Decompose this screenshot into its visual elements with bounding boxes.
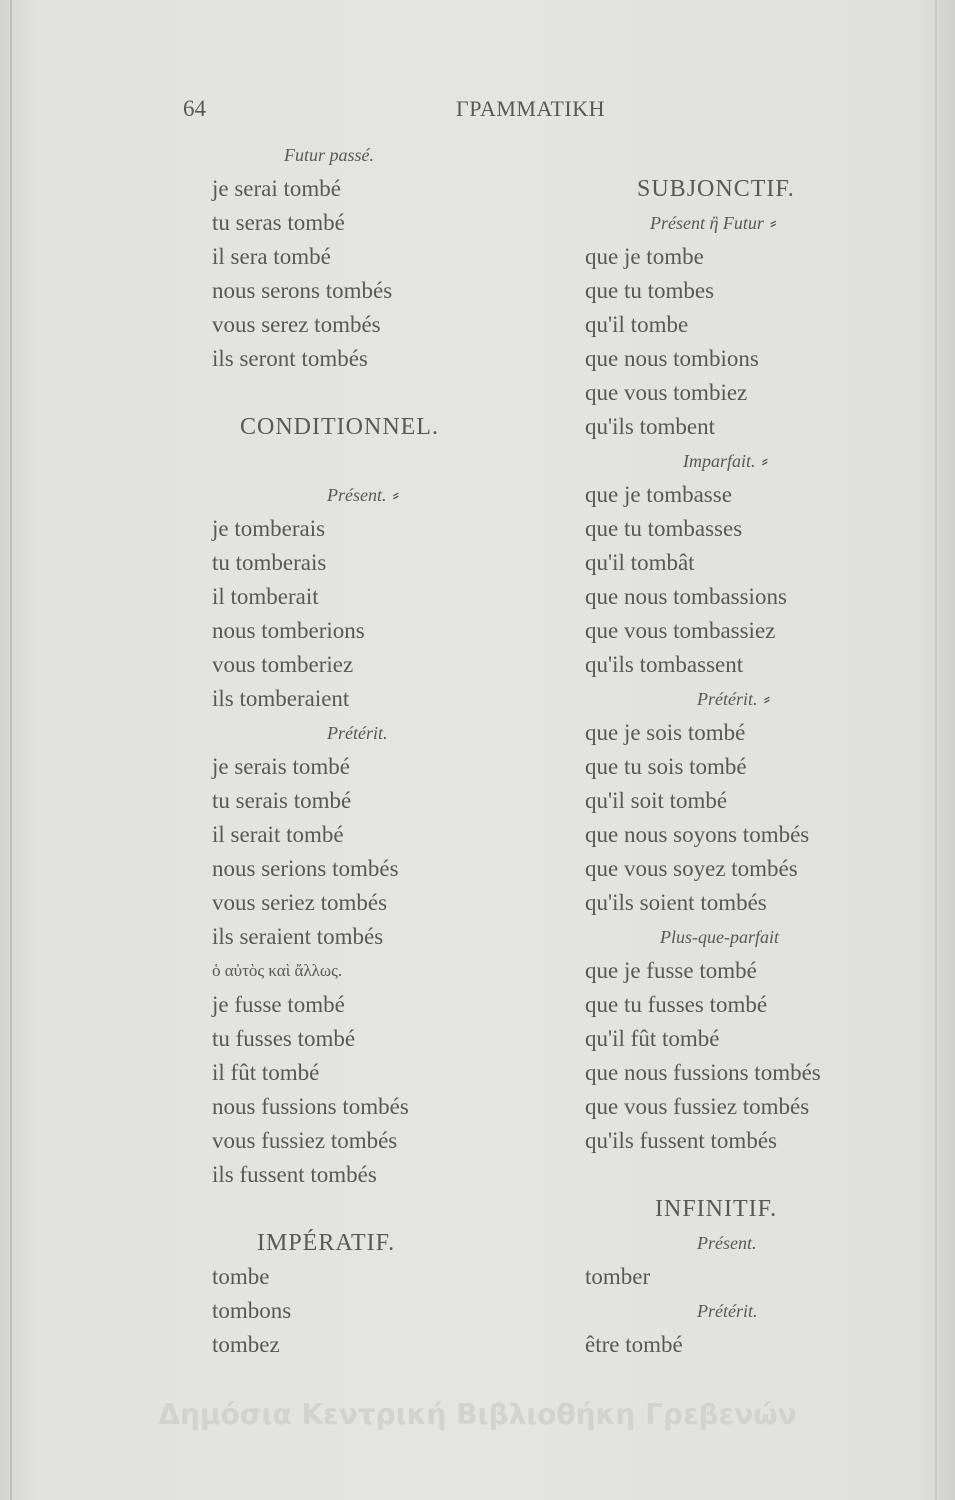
conjugation-line: je fusse tombé — [212, 992, 345, 1017]
infinitif-present-title: Présent. — [697, 1233, 757, 1253]
infinitif-preterit-title: Prétérit. — [697, 1301, 758, 1321]
conjugation-line: tu tomberais — [212, 550, 327, 575]
conjugation-line: tu serais tombé — [212, 788, 352, 813]
conjugation-line: que vous tombassiez — [585, 618, 776, 643]
conjugation-line: que je tombe — [585, 244, 704, 269]
pencil-tick-mark-icon: ⸗ — [392, 484, 400, 506]
conjugation-line: tomber — [585, 1264, 651, 1289]
conjugation-line: il sera tombé — [212, 244, 331, 269]
conjugation-line: qu'il fût tombé — [585, 1026, 720, 1051]
conjugation-line: que tu sois tombé — [585, 754, 747, 779]
infinitif-heading: INFINITIF. — [655, 1196, 778, 1222]
conjugation-line: qu'il tombe — [585, 312, 689, 337]
page-edge-left — [10, 0, 12, 1500]
conjugation-line: que nous tombassions — [585, 584, 787, 609]
conjugation-line: nous tomberions — [212, 618, 365, 643]
conjugation-line: il fût tombé — [212, 1060, 320, 1085]
conjugation-line: que nous tombions — [585, 346, 759, 371]
conjugation-line: que tu tombes — [585, 278, 715, 303]
conjugation-line: que je sois tombé — [585, 720, 746, 745]
conjugation-line: qu'il soit tombé — [585, 788, 728, 813]
conjugation-line: ils fussent tombés — [212, 1162, 377, 1187]
present-futur-title: Présent ἢ Futur ⸗ — [585, 206, 925, 240]
conjugation-line: que vous tombiez — [585, 380, 748, 405]
left-column — [212, 138, 542, 1362]
conjugation-line: que vous fussiez tombés — [585, 1094, 810, 1119]
conjugation-line: tu seras tombé — [212, 210, 345, 235]
conjugation-line: nous fussions tombés — [212, 1094, 409, 1119]
conjugation-line: tombez — [212, 1332, 280, 1357]
conjugation-line: que tu tombasses — [585, 516, 743, 541]
preterit-title: Prétérit. ⸗ — [585, 682, 925, 716]
conjugation-line: qu'ils soient tombés — [585, 890, 767, 915]
conjugation-line: ils tomberaient — [212, 686, 350, 711]
conjugation-line: que je tombasse — [585, 482, 732, 507]
conjugation-line: vous serez tombés — [212, 312, 381, 337]
present-title: Présent. ⸗ — [212, 478, 542, 512]
conjugation-line: que vous soyez tombés — [585, 856, 798, 881]
conjugation-line: je serais tombé — [212, 754, 350, 779]
conjugation-line: qu'ils tombassent — [585, 652, 744, 677]
plus-que-parfait-title: Plus-que-parfait — [660, 927, 779, 947]
conjugation-line: il tomberait — [212, 584, 319, 609]
conjugation-line: je serai tombé — [212, 176, 342, 201]
conjugation-line: ils seront tombés — [212, 346, 368, 371]
conditionnel-heading: CONDITIONNEL. — [240, 414, 439, 440]
library-watermark: Δημόσια Κεντρική Βιβλιοθήκη Γρεβενών — [158, 1398, 797, 1431]
conjugation-line: nous serions tombés — [212, 856, 399, 881]
running-head: ΓΡΑΜΜΑΤΙΚΗ — [456, 96, 605, 121]
conjugation-line: que nous soyons tombés — [585, 822, 810, 847]
conjugation-line: que nous fussions tombés — [585, 1060, 821, 1085]
conjugation-line: il serait tombé — [212, 822, 344, 847]
pencil-tick-mark-icon: ⸗ — [769, 212, 777, 234]
conjugation-line: qu'ils fussent tombés — [585, 1128, 777, 1153]
subjonctif-heading: SUBJONCTIF. — [637, 176, 795, 202]
pencil-tick-mark-icon: ⸗ — [761, 450, 769, 472]
conjugation-line: que je fusse tombé — [585, 958, 757, 983]
pencil-tick-mark-icon: ⸗ — [763, 688, 771, 710]
conjugation-line: tu fusses tombé — [212, 1026, 356, 1051]
futur-passe-title: Futur passé. — [284, 145, 374, 165]
imparfait-title: Imparfait. ⸗ — [585, 444, 925, 478]
imperatif-heading: IMPÉRATIF. — [257, 1230, 396, 1256]
conjugation-line: tombons — [212, 1298, 292, 1323]
right-column — [585, 138, 925, 1362]
conjugation-line: vous tomberiez — [212, 652, 354, 677]
conjugation-line: ils seraient tombés — [212, 924, 384, 949]
greek-note: ὁ αὐτὸς καὶ ἄλλως. — [212, 961, 343, 980]
conjugation-line: qu'il tombât — [585, 550, 695, 575]
conjugation-line: nous serons tombés — [212, 278, 393, 303]
page-number: 64 — [183, 96, 206, 121]
conjugation-line: être tombé — [585, 1332, 683, 1357]
conjugation-line: que tu fusses tombé — [585, 992, 768, 1017]
page-edge-right — [935, 0, 937, 1500]
conjugation-line: je tomberais — [212, 516, 326, 541]
conjugation-line: vous fussiez tombés — [212, 1128, 398, 1153]
conjugation-line: vous seriez tombés — [212, 890, 388, 915]
preterit-title: Prétérit. — [327, 723, 388, 743]
conjugation-line: qu'ils tombent — [585, 414, 716, 439]
conjugation-line: tombe — [212, 1264, 270, 1289]
